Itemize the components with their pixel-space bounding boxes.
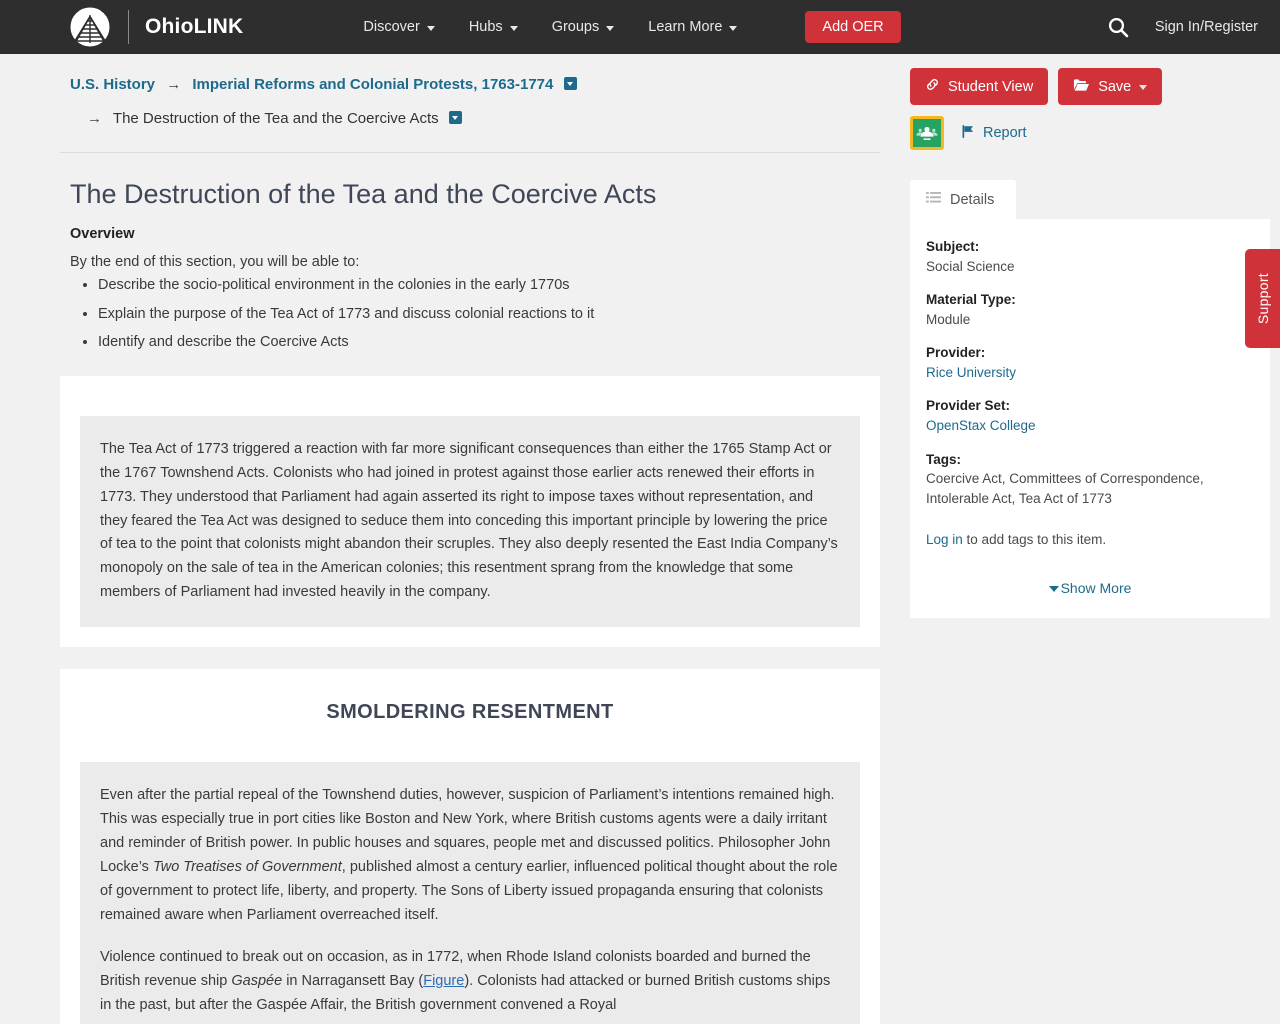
chevron-down-icon [510, 26, 518, 31]
nav-item-label: Hubs [468, 19, 503, 35]
folder-open-icon [1073, 78, 1090, 96]
page-body [0, 54, 1280, 1024]
support-label: Support [1254, 272, 1271, 325]
breadcrumb-current: The Destruction of the Tea and the Coercive Acts [112, 110, 439, 127]
content-card-intro [60, 376, 880, 647]
login-rest-text: to add tags to this item. [962, 532, 1107, 548]
learning-objectives-list [70, 274, 880, 353]
breadcrumb-root-link[interactable]: U.S. History [70, 76, 156, 93]
logo-divider [128, 10, 129, 44]
save-label: Save [1098, 78, 1132, 95]
login-to-tag-row [926, 530, 1254, 550]
breadcrumb-parent-link[interactable]: Imperial Reforms and Colonial Protests, 1763-1774 [192, 76, 554, 93]
paragraph-text: Even after the partial repeal of the Townshend duties, however, suspicion of Parliament’s intentions remained high. This was especially true in port cities like Boston and New York, where British customs agents were a daily irritant and reminder of British power. In public houses and squares, people met and discussed politics. Philosopher John Locke’s [100, 787, 835, 876]
nav-right-group [1107, 16, 1258, 38]
ohiolink-fan-logo-icon [68, 5, 112, 49]
paragraph-text: ). Colonists had attacked or burned British customs ships in the past, but after the Gaspée Affair, the British government convened a Royal [100, 972, 831, 1013]
intro-paragraph: The Tea Act of 1773 triggered a reaction with far more significant consequences than either the 1765 Stamp Act or the 1767 Townshend Acts. Colonists who had joined in protest against those earlier acts renewed their efforts in 1773. They understood that Parliament had again asserted its right to impose taxes without representation, and they feared the Tea Act was designed to seduce them into conceding this important principle by lowering the price of tea to the point that colonists might abandon their scruples. They also deeply resented the East India Company’s monopoly on the sale of tea in the American colonies; this resentment sprang from the knowledge that some members of Parliament had invested heavily in the company. [100, 440, 838, 601]
nav-item-label: Discover [363, 19, 420, 35]
breadcrumb-arrow: → [87, 110, 102, 127]
ship-name: Gaspée [231, 972, 283, 989]
nav-item-discover[interactable] [363, 19, 434, 35]
text-block [80, 416, 860, 627]
student-view-button[interactable] [910, 68, 1048, 105]
brand-logo[interactable] [68, 5, 243, 49]
support-tab-button[interactable] [1245, 249, 1280, 348]
nav-item-label: Learn More [648, 19, 723, 35]
section-heading: SMOLDERING RESENTMENT [326, 701, 614, 724]
breadcrumb [60, 68, 880, 153]
breadcrumb-row-2 [70, 102, 870, 136]
text-block [80, 762, 860, 1024]
nav-item-learn-more[interactable] [648, 19, 737, 35]
google-classroom-share-button[interactable] [910, 116, 944, 150]
list-item: • Identify and describe the Coercive Acts [98, 331, 880, 353]
report-link[interactable] [961, 124, 1027, 143]
details-panel [910, 219, 1270, 618]
meta-label-tags: Tags: [926, 451, 962, 467]
list-item: • Explain the purpose of the Tea Act of 1773 and discuss colonial reactions to it [98, 303, 880, 325]
breadcrumb-row-1 [70, 68, 870, 102]
caret-down-icon [1139, 85, 1147, 90]
meta-value-tags: Coercive Act, Committees of Correspondence, Intolerable Act, Tea Act of 1773 [926, 471, 1204, 506]
nav-item-hubs[interactable] [469, 19, 518, 35]
main-nav-links [363, 11, 900, 43]
chevron-down-icon [606, 26, 614, 31]
expand-dropdown-icon[interactable] [564, 77, 577, 90]
meta-value-material-type: Module [926, 311, 971, 327]
expand-dropdown-icon[interactable] [449, 111, 462, 124]
google-classroom-icon [915, 122, 939, 145]
book-title: Two Treatises of Government [152, 859, 342, 876]
chevron-down-icon [729, 26, 737, 31]
overview-heading: Overview [70, 226, 135, 243]
link-chain-icon [925, 77, 940, 96]
paragraph-text: , published almost a century earlier, influenced political thought about the role of government to protect life, liberty, and property. The Sons of Liberty issued propaganda ensuring that colonists remained aware when Parliament overreached itself. [100, 859, 838, 923]
breadcrumb-arrow: → [166, 76, 182, 93]
save-button[interactable] [1058, 68, 1162, 105]
paragraph-text: in Narragansett Bay ( [282, 972, 424, 989]
page-title: The Destruction of the Tea and the Coercive Acts [70, 179, 657, 209]
meta-label-provider: Provider: [926, 345, 986, 361]
paragraph-text: Violence continued to break out on occasion, as in 1772, when Rhode Island colonists boarded and burned the British revenue ship [100, 948, 811, 989]
meta-label-material-type: Material Type: [926, 292, 1016, 308]
flag-icon [961, 124, 976, 143]
chevron-down-icon [1049, 586, 1059, 592]
meta-label-provider-set: Provider Set: [926, 398, 1011, 414]
sidebar-action-buttons [910, 68, 1270, 105]
nav-item-label: Groups [551, 19, 600, 35]
tab-details[interactable] [910, 180, 1016, 219]
list-item: • Describe the socio-political environment in the colonies in the early 1770s [98, 274, 880, 296]
section-paragraph-1 [100, 784, 840, 928]
list-icon [926, 191, 941, 208]
content-card-section [60, 669, 880, 1024]
meta-value-provider-set-link[interactable]: OpenStax College [926, 417, 1036, 433]
overview-intro: By the end of this section, you will be able to: [70, 254, 360, 271]
search-icon[interactable] [1107, 16, 1129, 38]
tab-details-label: Details [950, 191, 995, 208]
show-more-label: Show More [1060, 579, 1132, 596]
brand-name: OhioLINK [145, 15, 244, 38]
add-oer-button[interactable]: Add OER [805, 11, 900, 43]
nav-item-groups[interactable] [552, 19, 615, 35]
sign-in-register-link[interactable]: Sign In/Register [1154, 19, 1258, 35]
sidebar-secondary-actions [910, 116, 1270, 150]
section-paragraph-2 [100, 946, 840, 1018]
report-label: Report [983, 125, 1027, 141]
meta-label-subject: Subject: [926, 239, 980, 254]
log-in-link[interactable]: Log in [926, 532, 963, 548]
sidebar-column [910, 54, 1270, 1024]
show-more-button[interactable] [926, 578, 1254, 598]
student-view-label: Student View [948, 78, 1034, 95]
chevron-down-icon [427, 26, 435, 31]
top-navigation-bar [0, 0, 1280, 54]
main-content-column [60, 54, 880, 1024]
meta-value-provider-link[interactable]: Rice University [926, 364, 1017, 380]
meta-value-subject: Social Science [926, 258, 1015, 274]
figure-link[interactable]: Figure [423, 972, 465, 989]
sidebar-tabs [910, 180, 1270, 219]
